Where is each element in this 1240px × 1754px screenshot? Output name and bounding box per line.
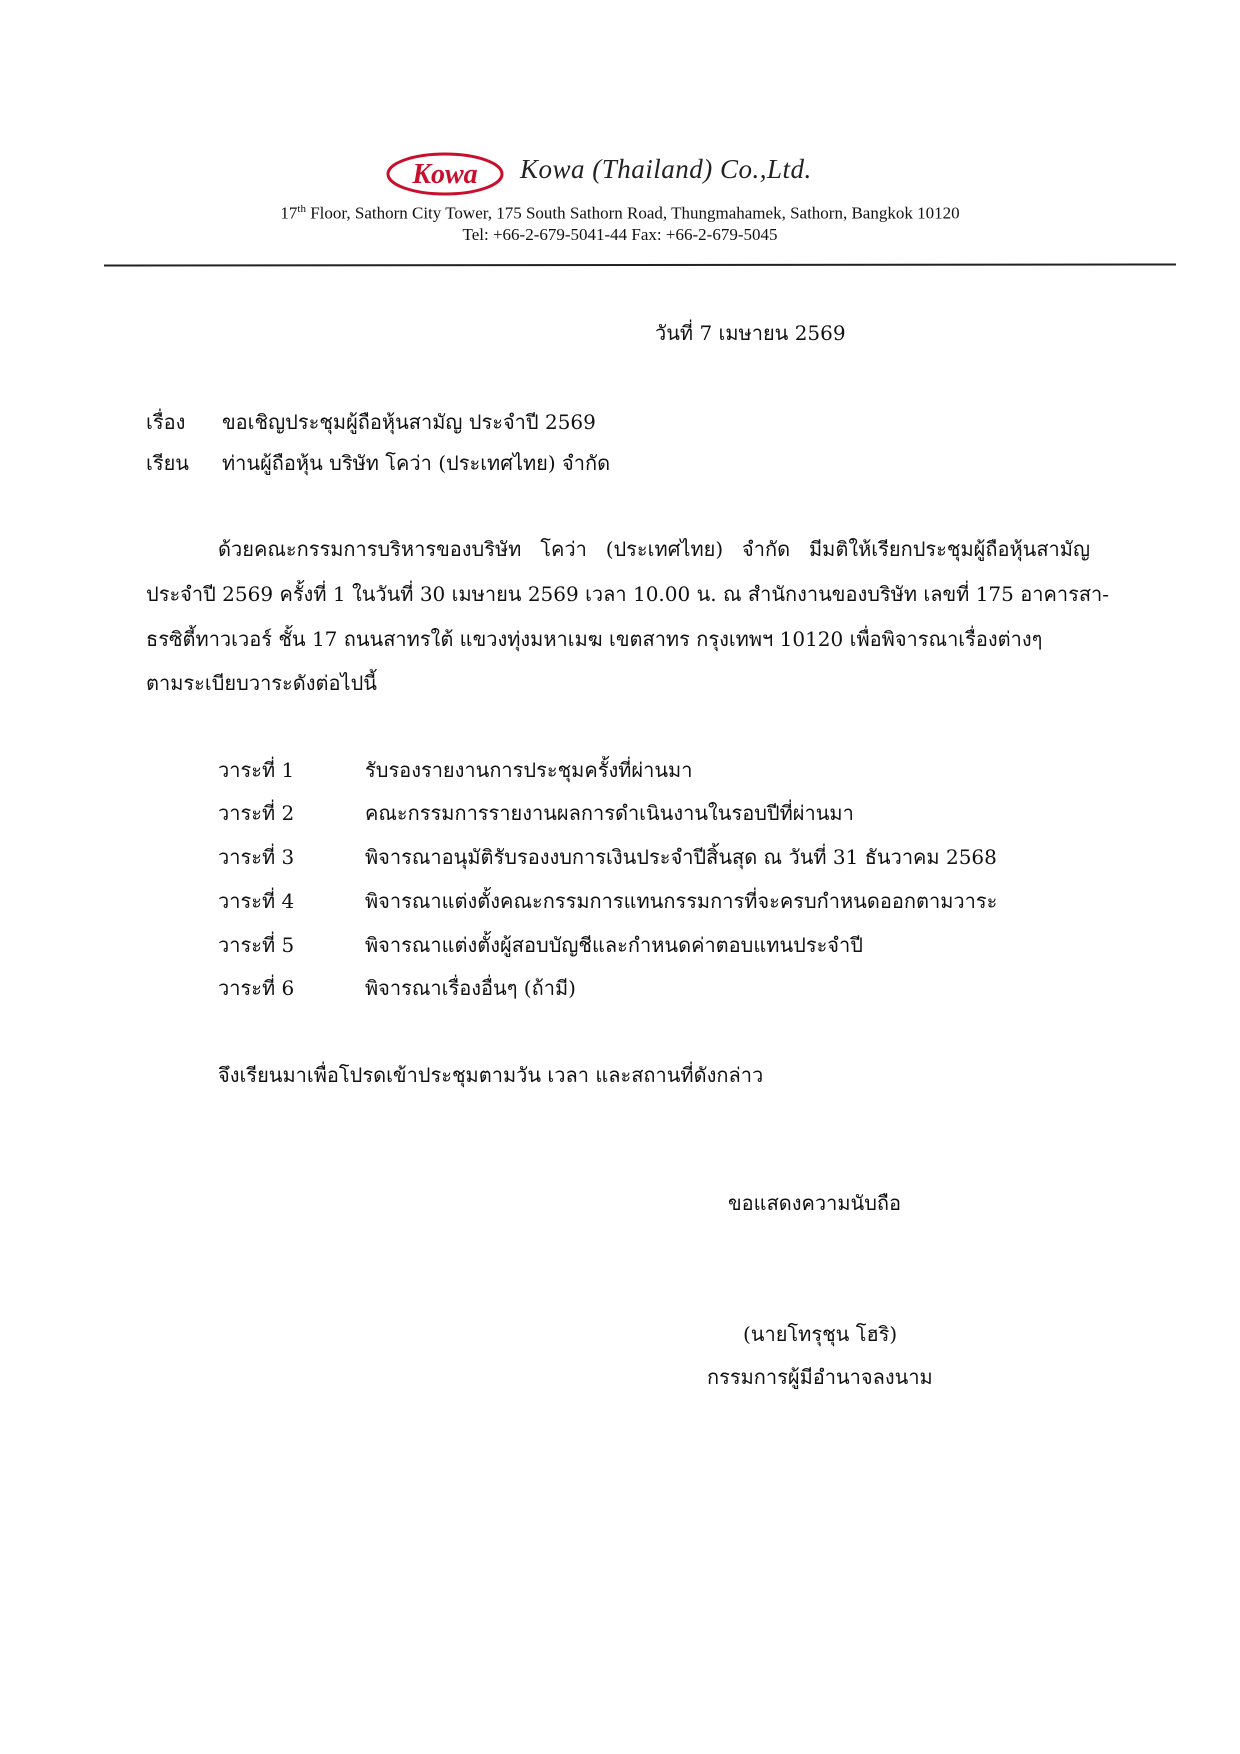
recipient-label: เรียน xyxy=(146,451,189,475)
signatory-title: กรรมการผู้มีอำนาจลงนาม xyxy=(707,1365,933,1389)
agenda-number: วาระที่ 3 xyxy=(218,845,295,869)
logo-text: Kowa xyxy=(412,159,478,190)
address-rest: Floor, Sathorn City Tower, 175 South Sathorn Road, Thungmahamek, Sathorn, Bangkok 10120 xyxy=(305,203,960,223)
company-contact: Tel: +66-2-679-5041-44 Fax: +66-2-679-5045 xyxy=(462,225,778,244)
agenda-item: พิจารณาเรื่องอื่นๆ (ถ้ามี) xyxy=(365,976,576,1000)
recipient-text: ท่านผู้ถือหุ้น บริษัท โคว่า (ประเทศไทย) จำกัด xyxy=(222,451,611,475)
header-divider xyxy=(104,264,1176,267)
paragraph-line-1: ด้วยคณะกรรมการบริหารของบริษัท โคว่า (ประเทศไทย) จำกัด มีมติให้เรียกประชุมผู้ถือหุ้นสามัญ xyxy=(218,537,1090,561)
paragraph-line-4: ตามระเบียบวาระดังต่อไปนี้ xyxy=(146,671,377,695)
letter-date: วันที่ 7 เมษายน 2569 xyxy=(655,321,846,345)
agenda-number: วาระที่ 5 xyxy=(218,933,295,957)
agenda-number: วาระที่ 2 xyxy=(218,801,295,825)
agenda-item: คณะกรรมการรายงานผลการดำเนินงานในรอบปีที่ผ่านมา xyxy=(365,801,854,825)
subject-text: ขอเชิญประชุมผู้ถือหุ้นสามัญ ประจำปี 2569 xyxy=(222,410,596,434)
paragraph-line-3: ธรซิตี้ทาวเวอร์ ชั้น 17 ถนนสาทรใต้ แขวงทุ่งมหาเมฆ เขตสาทร กรุงเทพฯ 10120 เพื่อพิจารณาเรื่องต่างๆ xyxy=(146,627,1043,651)
regards: ขอแสดงความนับถือ xyxy=(728,1191,902,1215)
company-name: Kowa (Thailand) Co.,Ltd. xyxy=(520,154,812,184)
agenda-number: วาระที่ 1 xyxy=(218,758,295,782)
kowa-logo xyxy=(385,151,505,197)
closing-sentence: จึงเรียนมาเพื่อโปรดเข้าประชุมตามวัน เวลา และสถานที่ดังกล่าว xyxy=(218,1063,764,1087)
address-floor-suffix: th xyxy=(297,203,306,215)
agenda-item: พิจารณาอนุมัติรับรองงบการเงินประจำปีสิ้นสุด ณ วันที่ 31 ธันวาคม 2568 xyxy=(365,845,997,869)
paragraph-line-2: ประจำปี 2569 ครั้งที่ 1 ในวันที่ 30 เมษายน 2569 เวลา 10.00 น. ณ สำนักงานของบริษัท เลขที่ 175 อาคารสา- xyxy=(146,582,1110,606)
agenda-number: วาระที่ 6 xyxy=(218,976,295,1000)
company-address xyxy=(250,203,990,224)
agenda-item: พิจารณาแต่งตั้งผู้สอบบัญชีและกำหนดค่าตอบแทนประจำปี xyxy=(365,933,863,957)
agenda-item: รับรองรายงานการประชุมครั้งที่ผ่านมา xyxy=(365,758,693,782)
address-floor: 17 xyxy=(280,203,298,223)
signatory-name: (นายโทรุชุน โฮริ) xyxy=(743,1322,898,1346)
agenda-number: วาระที่ 4 xyxy=(218,889,295,913)
agenda-item: พิจารณาแต่งตั้งคณะกรรมการแทนกรรมการที่จะครบกำหนดออกตามวาระ xyxy=(365,889,998,913)
subject-label: เรื่อง xyxy=(146,410,186,434)
